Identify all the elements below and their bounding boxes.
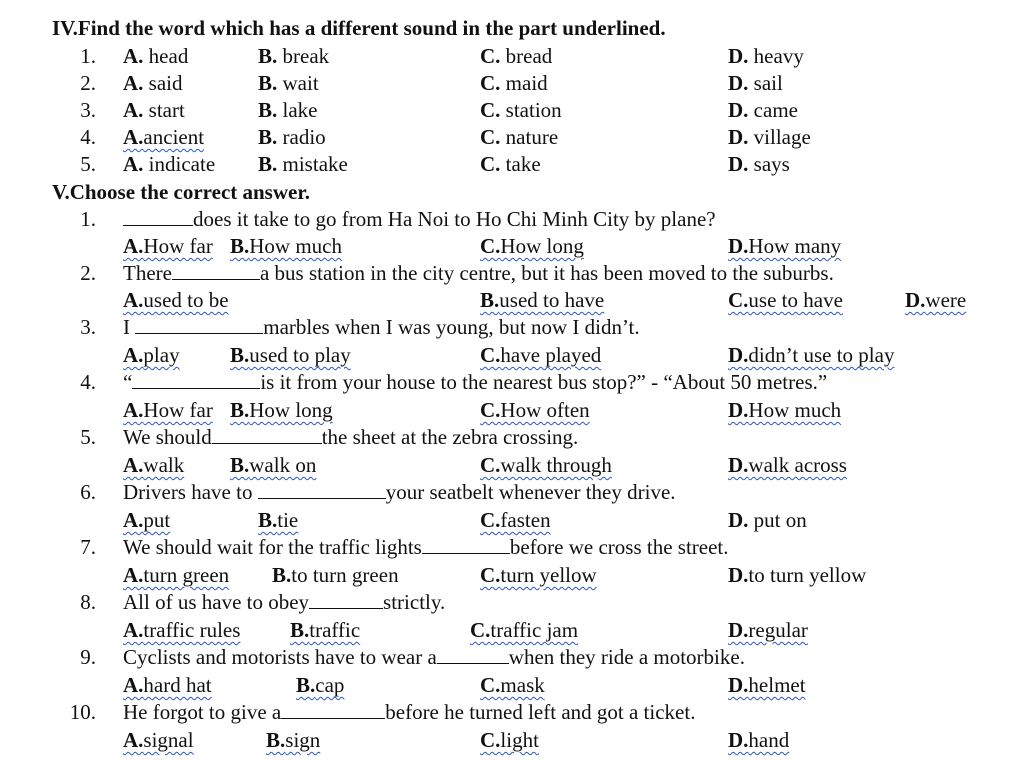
options-row	[0, 618, 1024, 645]
option-d[interactable]: D. put on	[728, 508, 807, 532]
question-stem: 2. There a bus station in the city centre, but it has been moved to the suburbs.	[0, 261, 1024, 288]
list-item	[0, 71, 1024, 98]
option-a[interactable]: A.used to be	[123, 288, 229, 312]
question-number: 8.	[80, 590, 96, 614]
question-number: 5.	[80, 152, 96, 176]
option-d[interactable]: D.walk across	[728, 453, 847, 477]
section-4-title: IV.Find the word which has a different sound in the part underlined.	[52, 16, 666, 40]
options-row	[0, 453, 1024, 480]
option-a[interactable]: A.ancient	[123, 125, 205, 149]
option-d[interactable]: D.How much	[728, 398, 842, 422]
list-item	[0, 125, 1024, 152]
option-a[interactable]: A.play	[123, 343, 180, 367]
option-a[interactable]: A. indicate	[123, 152, 216, 176]
option-b[interactable]: B.walk on	[230, 453, 317, 477]
question-number: 1.	[80, 207, 96, 231]
option-b[interactable]: B.used to have	[480, 288, 605, 312]
option-c[interactable]: C. maid	[480, 71, 548, 95]
option-a[interactable]: A. start	[123, 98, 185, 122]
answer-blank[interactable]	[172, 261, 260, 280]
answer-blank[interactable]	[212, 425, 322, 444]
option-d[interactable]: D.hand	[728, 728, 790, 752]
question-number: 3.	[80, 315, 96, 339]
question-stem: 1. does it take to go from Ha Noi to Ho Chi Minh City by plane?	[0, 207, 1024, 234]
option-a[interactable]: A.walk	[123, 453, 185, 477]
question-stem: 5. We should the sheet at the zebra crossing.	[0, 425, 1024, 452]
question-number: 5.	[80, 425, 96, 449]
option-a[interactable]: A. head	[123, 44, 189, 68]
question-number: 9.	[80, 645, 96, 669]
list-item	[0, 44, 1024, 71]
option-a[interactable]: A.put	[123, 508, 171, 532]
answer-blank[interactable]	[437, 645, 509, 664]
option-b[interactable]: B.traffic	[290, 618, 361, 642]
option-a[interactable]: A.turn green	[123, 563, 230, 587]
option-b[interactable]: B.How long	[230, 398, 333, 422]
option-d[interactable]: D.regular	[728, 618, 808, 642]
option-b[interactable]: B. mistake	[258, 152, 348, 176]
option-c[interactable]: C.walk through	[480, 453, 612, 477]
question-number: 10.	[69, 700, 96, 724]
question-stem: 10. He forgot to give a before he turned left and got a ticket.	[0, 700, 1024, 727]
option-b[interactable]: B.sign	[266, 728, 321, 752]
options-row	[0, 398, 1024, 425]
question-number: 6.	[80, 480, 96, 504]
question-number: 3.	[80, 98, 96, 122]
option-d[interactable]: D.didn’t use to play	[728, 343, 895, 367]
option-c[interactable]: C. station	[480, 98, 562, 122]
option-b[interactable]: B.How much	[230, 234, 343, 258]
option-a[interactable]: A. said	[123, 71, 183, 95]
option-d[interactable]: D.to turn yellow	[728, 563, 867, 587]
question-number: 2.	[80, 71, 96, 95]
option-a[interactable]: A.traffic rules	[123, 618, 241, 642]
answer-blank[interactable]	[309, 590, 383, 609]
options-row	[0, 288, 1024, 315]
options-row	[0, 563, 1024, 590]
option-d[interactable]: D. says	[728, 152, 790, 176]
question-stem: 9. Cyclists and motorists have to wear a when they ride a motorbike.	[0, 645, 1024, 672]
option-c[interactable]: C.How long	[480, 234, 584, 258]
question-number: 4.	[80, 125, 96, 149]
option-b[interactable]: B. lake	[258, 98, 318, 122]
option-c[interactable]: C.turn yellow	[480, 563, 597, 587]
question-number: 1.	[80, 44, 96, 68]
question-number: 2.	[80, 261, 96, 285]
options-row	[0, 234, 1024, 261]
option-b[interactable]: B. wait	[258, 71, 319, 95]
option-a[interactable]: A.How far	[123, 398, 213, 422]
option-b[interactable]: B.tie	[258, 508, 299, 532]
option-a[interactable]: A.hard hat	[123, 673, 212, 697]
option-c[interactable]: C.light	[480, 728, 539, 752]
question-number: 7.	[80, 535, 96, 559]
option-c[interactable]: C.fasten	[480, 508, 551, 532]
option-c[interactable]: C. take	[480, 152, 541, 176]
option-a[interactable]: A.signal	[123, 728, 194, 752]
option-c[interactable]: C.How often	[480, 398, 590, 422]
list-item	[0, 98, 1024, 125]
answer-blank[interactable]	[135, 315, 263, 334]
section-5-title: V.Choose the correct answer.	[52, 180, 310, 204]
question-stem: 7. We should wait for the traffic lights before we cross the street.	[0, 535, 1024, 562]
question-stem: 8. All of us have to obey strictly.	[0, 590, 1024, 617]
option-c[interactable]: C.use to have	[728, 288, 843, 312]
answer-blank[interactable]	[132, 370, 260, 389]
option-d[interactable]: D. sail	[728, 71, 783, 95]
answer-blank[interactable]	[258, 480, 386, 499]
question-number: 4.	[80, 370, 96, 394]
option-c[interactable]: C. bread	[480, 44, 553, 68]
option-c[interactable]: C. nature	[480, 125, 559, 149]
options-row	[0, 508, 1024, 535]
option-b[interactable]: B.to turn green	[272, 563, 399, 587]
option-d[interactable]: D. heavy	[728, 44, 804, 68]
option-d[interactable]: D.How many	[728, 234, 842, 258]
option-b[interactable]: B.used to play	[230, 343, 351, 367]
option-d[interactable]: D. village	[728, 125, 811, 149]
option-c[interactable]: C.traffic jam	[470, 618, 579, 642]
option-a[interactable]: A.How far	[123, 234, 213, 258]
answer-blank[interactable]	[281, 700, 385, 719]
option-c[interactable]: C.mask	[480, 673, 545, 697]
option-c[interactable]: C.have played	[480, 343, 602, 367]
question-stem: 3. I marbles when I was young, but now I didn’t.	[0, 315, 1024, 342]
list-item	[0, 152, 1024, 179]
option-d[interactable]: D.were	[905, 288, 967, 312]
option-b[interactable]: B. break	[258, 44, 330, 68]
options-row	[0, 728, 1024, 755]
question-stem: 6. Drivers have to your seatbelt whenever they drive.	[0, 480, 1024, 507]
question-stem: 4. “ is it from your house to the nearest bus stop?” - “About 50 metres.”	[0, 370, 1024, 397]
answer-blank[interactable]	[123, 207, 193, 226]
option-b[interactable]: B. radio	[258, 125, 326, 149]
answer-blank[interactable]	[422, 535, 510, 554]
option-b[interactable]: B.cap	[296, 673, 345, 697]
option-d[interactable]: D.helmet	[728, 673, 806, 697]
options-row	[0, 673, 1024, 700]
options-row	[0, 343, 1024, 370]
option-d[interactable]: D. came	[728, 98, 798, 122]
